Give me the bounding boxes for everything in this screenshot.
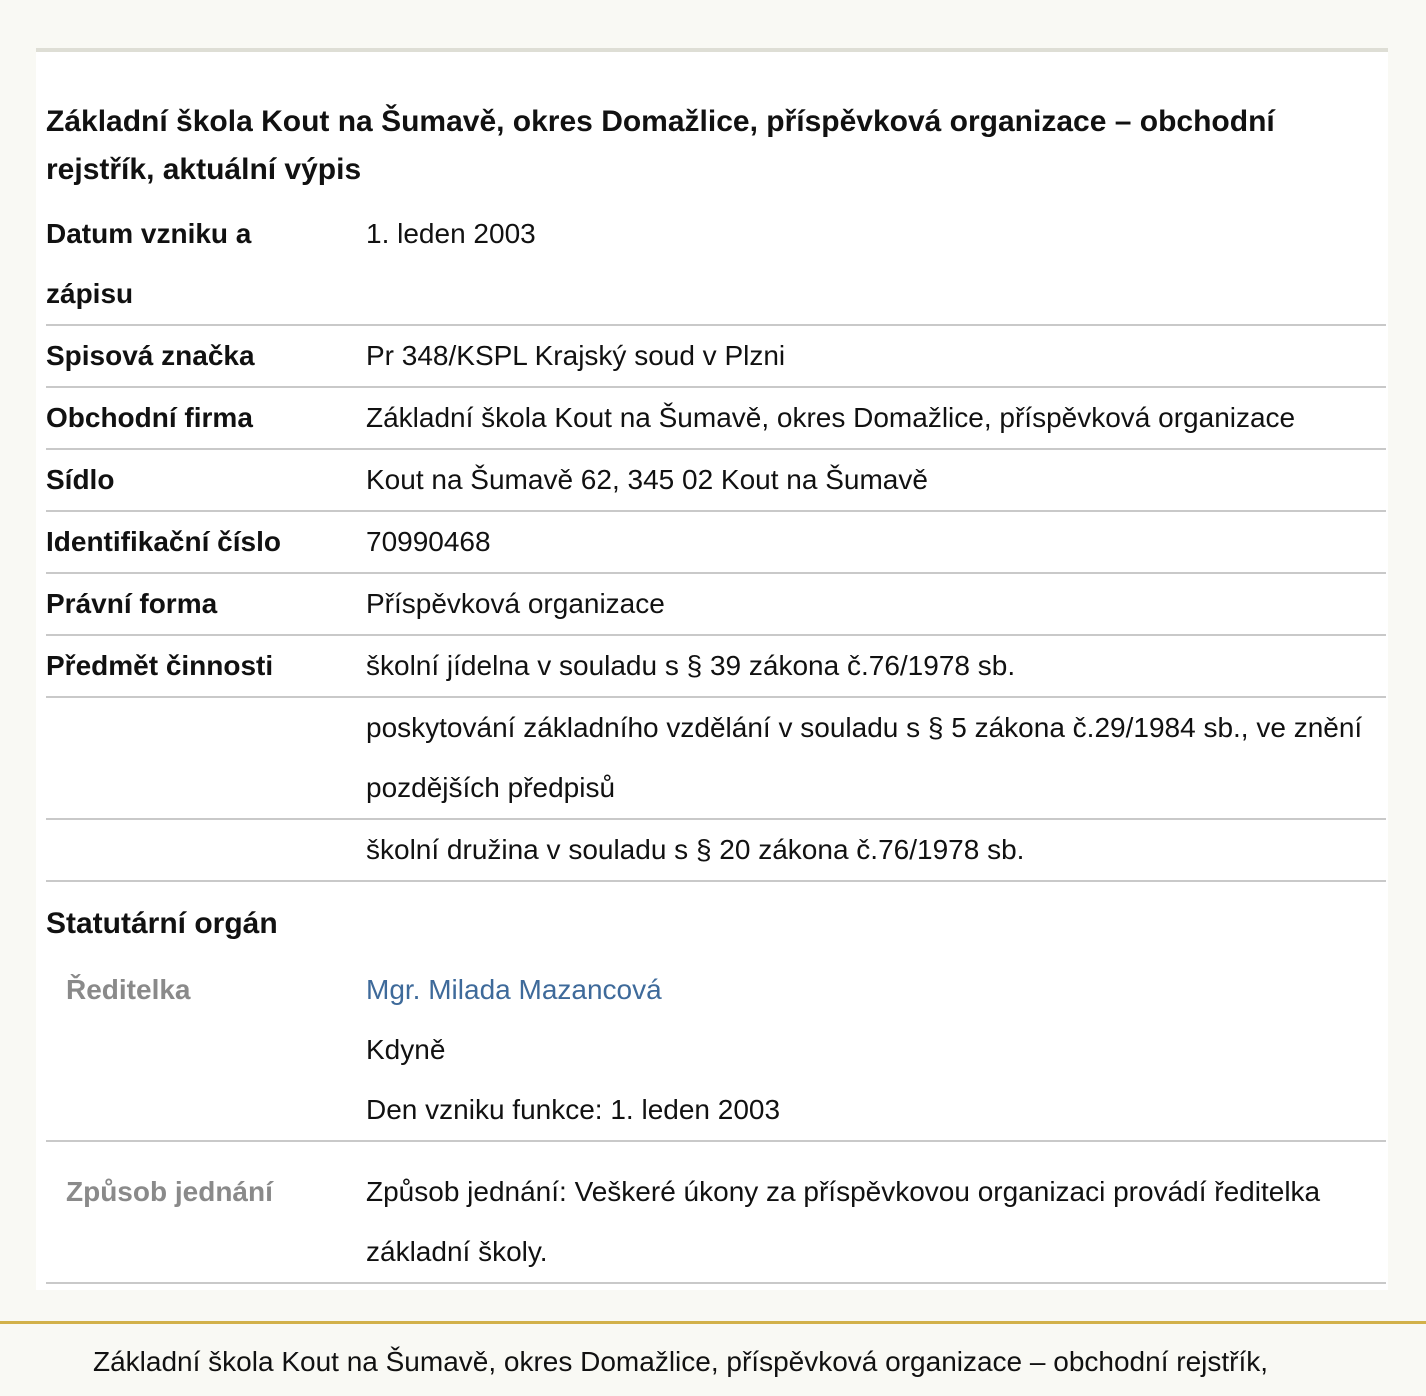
row-predmet-cinnosti-3	[46, 820, 1386, 882]
row-sidlo	[46, 450, 1386, 512]
row-label: Datum vzniku a zápisu	[46, 218, 252, 309]
row-value: Příspěvková organizace	[366, 588, 665, 619]
footer-text: Základní škola Kout na Šumavě, okres Domažlice, příspěvková organizace – obchodní rejstřík,	[93, 1346, 1269, 1377]
person-city: Kdyně	[366, 1034, 446, 1065]
row-value: Způsob jednání: Veškeré úkony za příspěvkovou organizaci provádí ředitelka základní školy.	[366, 1176, 1321, 1267]
row-value: 1. leden 2003	[366, 218, 536, 249]
row-value: Pr 348/KSPL Krajský soud v Plzni	[366, 340, 786, 371]
row-label: Předmět činnosti	[46, 650, 274, 681]
row-value: Základní škola Kout na Šumavě, okres Domažlice, příspěvková organizace	[366, 402, 1296, 433]
row-label: Spisová značka	[46, 340, 255, 371]
row-datum-vzniku	[46, 204, 1386, 326]
row-label: Obchodní firma	[46, 402, 253, 433]
row-obchodni-firma	[46, 388, 1386, 450]
row-identifikacni-cislo	[46, 512, 1386, 574]
row-spisova-znacka	[46, 326, 1386, 388]
row-reditelka	[46, 960, 1386, 1142]
row-label: Identifikační číslo	[46, 526, 281, 557]
row-predmet-cinnosti	[46, 636, 1386, 698]
row-value: Kout na Šumavě 62, 345 02 Kout na Šumavě	[366, 464, 928, 495]
row-value: poskytování základního vzdělání v souladu s § 5 zákona č.29/1984 sb., ve znění pozdějších předpisů	[366, 712, 1363, 803]
row-pravni-forma	[46, 574, 1386, 636]
row-value: 70990468	[366, 526, 491, 557]
row-zpusob-jednani	[46, 1162, 1386, 1284]
section-heading-statutarni: Statutární orgán	[46, 907, 278, 940]
row-value: školní jídelna v souladu s § 39 zákona č.76/1978 sb.	[366, 650, 1016, 681]
register-card	[36, 48, 1388, 1290]
row-sub-label: Ředitelka	[66, 974, 191, 1005]
person-details	[366, 960, 1376, 1140]
row-label: Právní forma	[46, 588, 218, 619]
row-sub-label: Způsob jednání	[66, 1176, 273, 1207]
person-function-since: Den vzniku funkce: 1. leden 2003	[366, 1094, 781, 1125]
row-label: Sídlo	[46, 464, 115, 495]
page-title: Základní škola Kout na Šumavě, okres Domažlice, příspěvková organizace – obchodní rejstřík, aktuální výpis	[46, 105, 1275, 186]
footer-bar	[0, 1321, 1426, 1396]
person-name-link[interactable]: Mgr. Milada Mazancová	[366, 974, 662, 1005]
row-predmet-cinnosti-2	[46, 698, 1386, 820]
row-value: školní družina v souladu s § 20 zákona č.76/1978 sb.	[366, 834, 1025, 865]
